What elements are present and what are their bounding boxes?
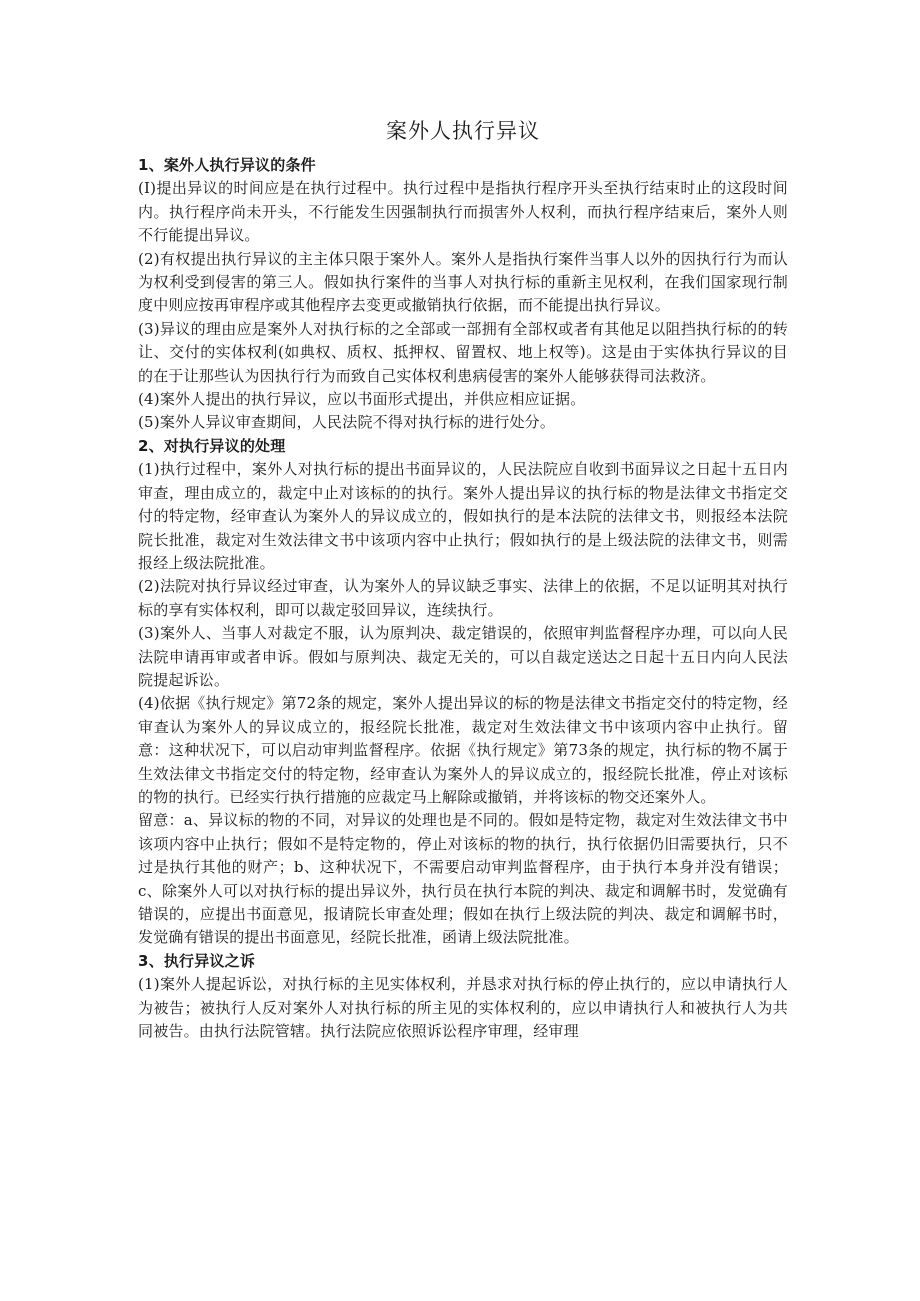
paragraph: (I)提出异议的时间应是在执行过程中。执行过程中是指执行程序开头至执行结束时止的这段时间内。执行程序尚未开头，不行能发生因强制执行而损害外人权利，而执行程序结束后，案外人则不行能提出异议。 [138,179,788,245]
paragraph: (5)案外人异议审查期间，人民法院不得对执行标的进行处分。 [138,413,556,432]
paragraph: (1)执行过程中，案外人对执行标的提出书面异议的，人民法院应自收到书面异议之日起十五日内审查，理由成立的，裁定中止对该标的的执行。案外人提出异议的执行标的物是法律文书指定交付的特定物，经审查认为案外人的异议成立的，假如执行的是本法院的法律文书，则报经本法院院长批准，裁定对生效法律文书中该项内容中止执行；假如执行的是上级法院的法律文书，则需报经上级法院批准。 [138,460,788,572]
section-heading: 3、执行异议之诉 [138,951,256,970]
paragraph: 留意：a、异议标的物的不同，对异议的处理也是不同的。假如是特定物，裁定对生效法律文书中该项内容中止执行；假如不是特定物的，停止对该标的物的执行，执行依据仍旧需要执行，只不过是执行其他的财产；b、这种状况下，不需要启动审判监督程序，由于执行本身并没有错误；c、除案外人可以对执行标的提出异议外，执行员在执行本院的判决、裁定和调解书时，发觉确有错误的，应提出书面意见，报请院长审查处理；假如在执行上级法院的判决、裁定和调解书时，发觉确有错误的提出书面意见，经院长批准，函请上级法院批准。 [138,811,788,947]
section-heading: 2、对执行异议的处理 [138,436,286,455]
section-conditions [138,154,788,435]
paragraph: (2)法院对执行异议经过审查，认为案外人的异议缺乏事实、法律上的依据，不足以证明其对执行标的享有实体权利，即可以裁定驳回异议，连续执行。 [138,577,788,619]
paragraph: (2)有权提出执行异议的主主体只限于案外人。案外人是指执行案件当事人以外的因执行行为而认为权利受到侵害的第三人。假如执行案件的当事人对执行标的重新主见权利，在我们国家现行制度中则应按再审程序或其他程序去变更或撤销执行依据，而不能提出执行异议。 [138,249,788,315]
paragraph: (4)案外人提出的执行异议，应以书面形式提出，并供应相应证据。 [138,390,586,409]
paragraph: (3)异议的理由应是案外人对执行标的之全部或一部拥有全部权或者有其他足以阻挡执行标的的转让、交付的实体权利(如典权、质权、抵押权、留置权、地上权等)。这是由于实体执行异议的目的在于让那些认为因执行行为而致自己实体权利患病侵害的案外人能够获得司法救济。 [138,319,788,385]
paragraph: (1)案外人提起诉讼，对执行标的主见实体权利，并恳求对执行标的停止执行的，应以申请执行人为被告；被执行人反对案外人对执行标的所主见的实体权利的，应以申请执行人和被执行人为共同被告。由执行法院管辖。执行法院应依照诉讼程序审理，经审理 [138,975,788,1041]
section-heading: 1、案外人执行异议的条件 [138,156,316,174]
paragraph: (4)依据《执行规定》第72条的规定，案外人提出异议的标的物是法律文书指定交付的特定物，经审查认为案外人的异议成立的，报经院长批准，裁定对生效法律文书中该项内容中止执行。留意：这种状况下，可以启动审判监督程序。依据《执行规定》第73条的规定，执行标的物不属于生效法律文书指定交付的特定物，经审查认为案外人的异议成立的，报经院长批准，停止对该标的物的执行。已经实行执行措施的应裁定马上解除或撤销，并将该标的物交还案外人。 [138,694,788,806]
document-title: 案外人执行异议 [386,119,540,143]
section-lawsuit [138,950,788,1044]
paragraph: (3)案外人、当事人对裁定不服，认为原判决、裁定错误的，依照审判监督程序办理，可以向人民法院申请再审或者申诉。假如与原判决、裁定无关的，可以自裁定送达之日起十五日内向人民法院提起诉讼。 [138,624,788,689]
section-handling [138,435,788,950]
document-page [138,116,788,1043]
